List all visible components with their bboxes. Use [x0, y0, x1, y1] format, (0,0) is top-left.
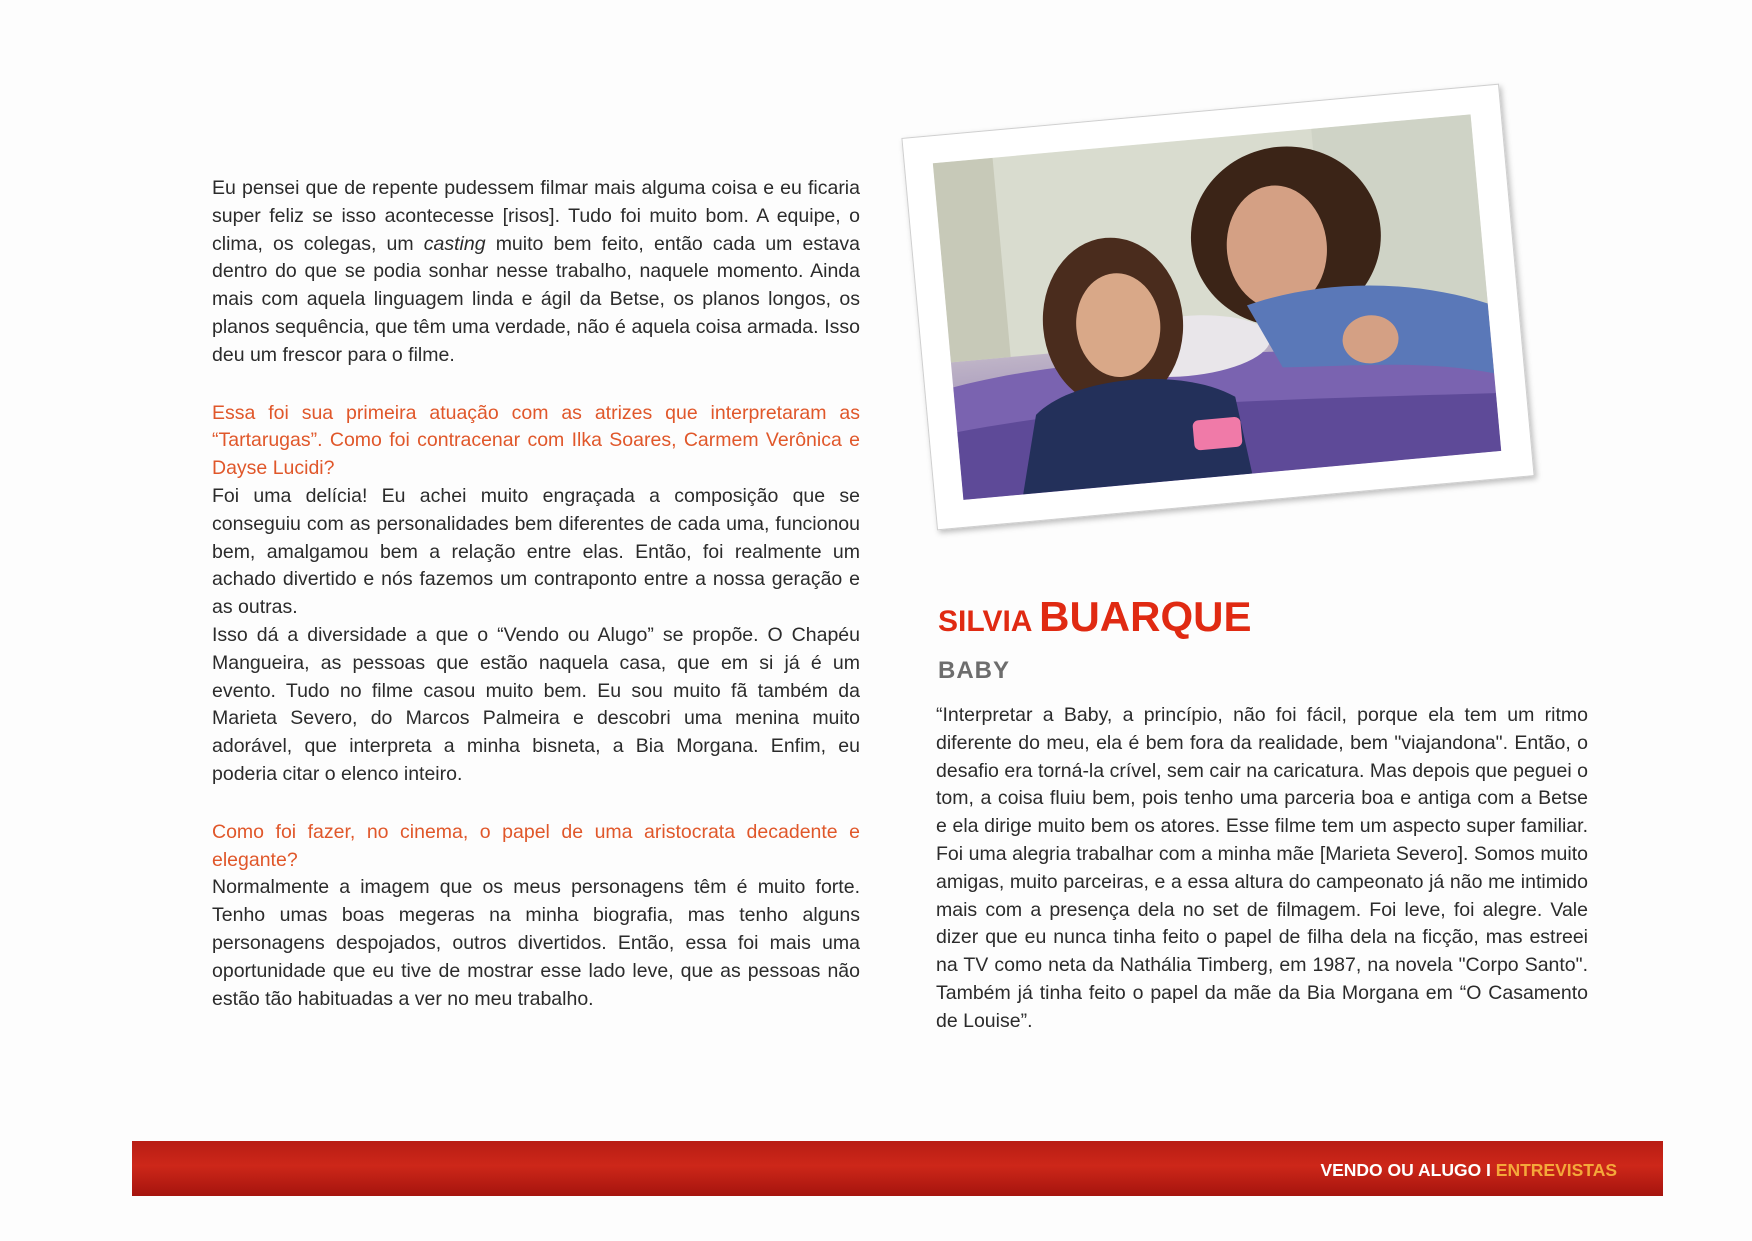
answer-1-paragraph-2: Isso dá a diversidade a que o “Vendo ou Alugo” se propõe. O Chapéu Mangueira, as pessoas que estão naquela casa, que em si já é um evento. Tudo no filme casou muito bem. Eu sou muito fã também da Marieta Severo, do Marcos Palmeira e descobri uma menina muito adorável, que interpreta a minha bisneta, a Bia Morgana. Enfim, eu poderia citar o elenco inteiro.	[212, 623, 860, 785]
footer-title: VENDO OU ALUGO	[1320, 1160, 1482, 1180]
film-still-illustration	[933, 114, 1501, 500]
character-name: BABY	[938, 657, 1011, 684]
question-1: Essa foi sua primeira atuação com as atrizes que interpretaram as “Tartarugas”. Como foi contracenar com Ilka Soares, Carmem Verônica e Dayse Lucidi?	[212, 401, 860, 480]
footer-separator: I	[1481, 1160, 1496, 1180]
actor-last-name: BUARQUE	[1039, 593, 1252, 640]
film-still-photo	[933, 114, 1501, 500]
photo-frame	[901, 84, 1534, 531]
right-text-column	[936, 702, 1588, 1036]
question-2: Como foi fazer, no cinema, o papel de uma aristocrata decadente e elegante?	[212, 820, 860, 871]
answer-paragraph: Eu pensei que de repente pudessem filmar mais alguma coisa e eu ficaria super feliz se isso acontecesse [risos]. Tudo foi muito bom. A equipe, o clima, os colegas, um casting muito bem feito, então cada um estava dentro do que se podia sonhar nesse trabalho, naquele momento. Ainda mais com aquela linguagem linda e ágil da Betse, os planos longos, os planos sequência, que têm uma verdade, não é aquela coisa armada. Isso deu um frescor para o filme.	[212, 177, 860, 366]
footer-label	[1320, 1160, 1617, 1181]
answer-2: Normalmente a imagem que os meus personagens têm é muito forte. Tenho umas boas megeras na minha biografia, mas tenho alguns personagens despojados, outros divertidos. Então, essa foi mais uma oportunidade que eu tive de mostrar esse lado leve, que as pessoas não estão tão habituadas a ver no meu trabalho.	[212, 876, 860, 1010]
answer-1-paragraph-1: Foi uma delícia! Eu achei muito engraçada a composição que se conseguiu com as personalidades bem diferentes de cada uma, funcionou bem, amalgamou bem a relação entre elas. Então, foi realmente um achado divertido e nós fazemos um contraponto entre a nossa geração e as outras.	[212, 484, 860, 619]
actor-first-name: SILVIA	[938, 605, 1033, 638]
actor-quote: “Interpretar a Baby, a princípio, não foi fácil, porque ela tem um ritmo diferente do meu, ela é bem fora da realidade, bem "viajandona". Então, o desafio era torná-la crível, sem cair na caricatura. Mas depois que peguei o tom, a coisa fluiu bem, pois tenho uma parceria boa e antiga com a Betse e ela dirige muito bem os atores. Esse filme tem um aspecto super familiar. Foi uma alegria trabalhar com a minha mãe [Marieta Severo]. Somos muito amigas, muito parceiras, e a essa altura do campeonato já não me intimido mais com a presença dela no set de filmagem. Foi leve, foi alegre. Vale dizer que eu nunca tinha feito o papel de filha dela na ficção, mas estreei na TV como neta da Nathália Timberg, em 1987, na novela "Corpo Santo". Também já tinha feito o papel da mãe da Bia Morgana em “O Casamento de Louise”.	[936, 704, 1588, 1032]
actor-name	[938, 593, 1252, 640]
footer-band	[132, 1141, 1663, 1196]
footer-section: ENTREVISTAS	[1495, 1160, 1617, 1180]
left-text-column	[212, 175, 860, 1013]
